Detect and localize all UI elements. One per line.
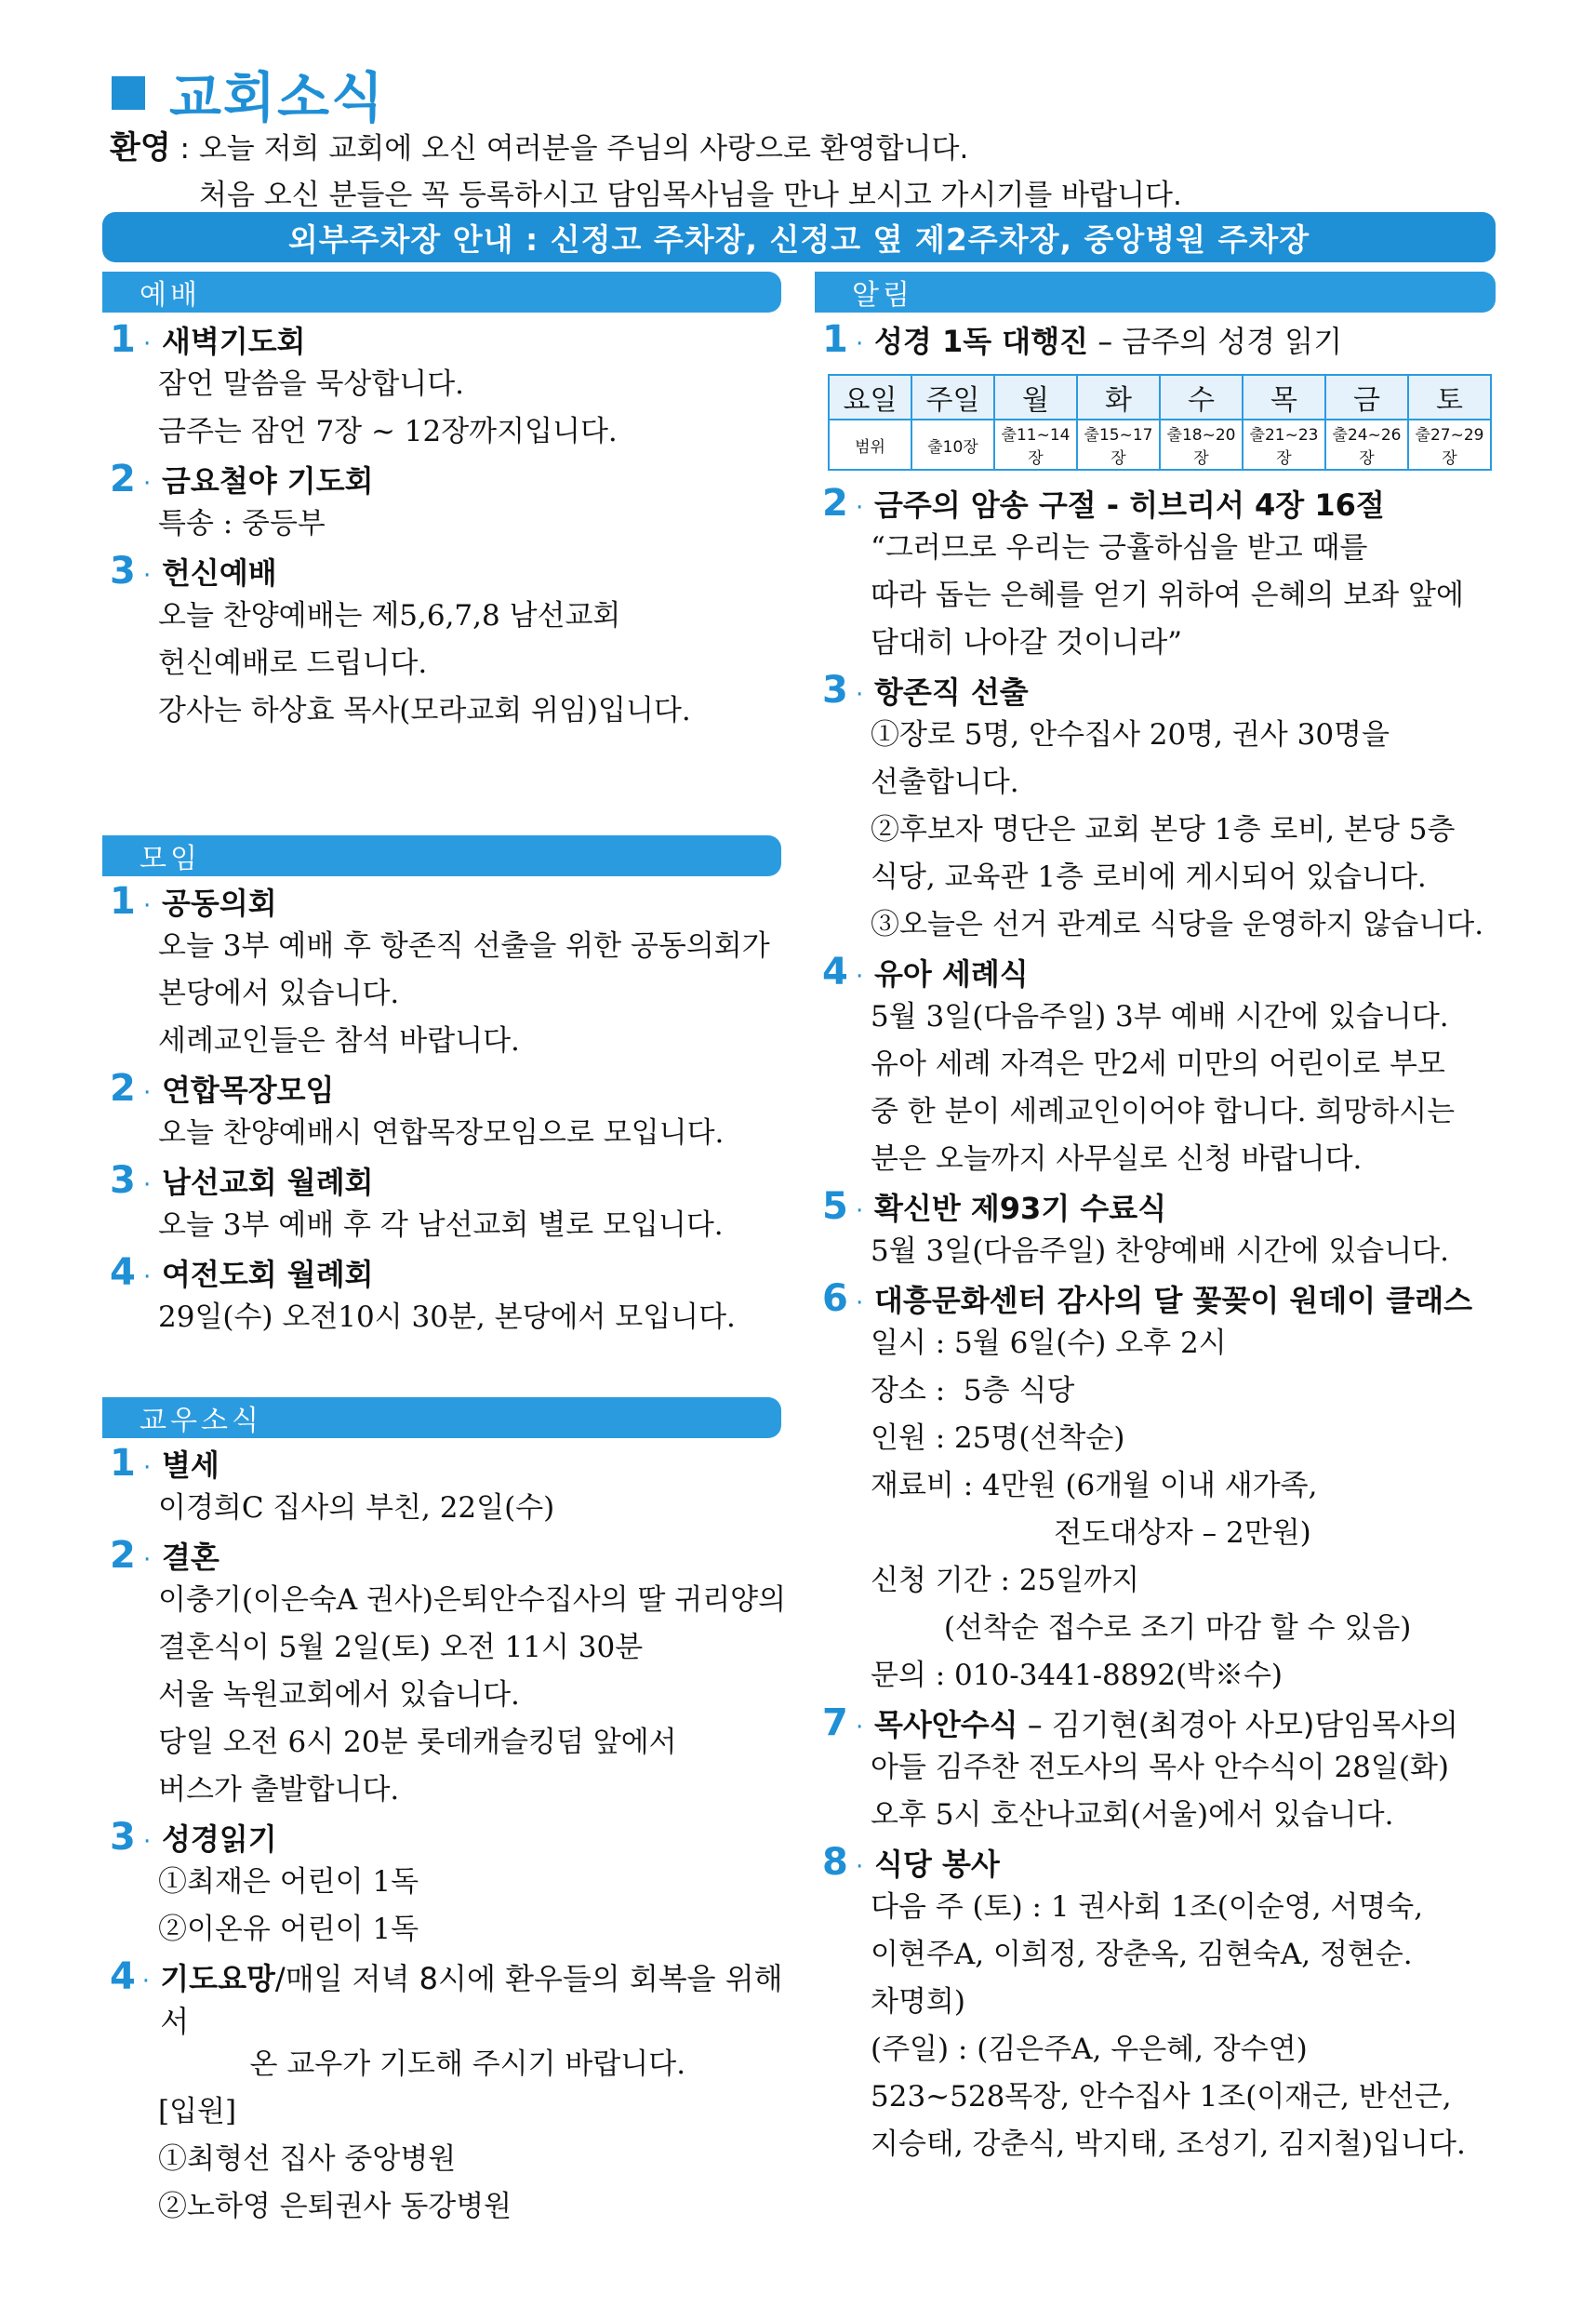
item-dot: · <box>143 470 152 498</box>
reading-day-cell: 화 <box>1077 375 1160 420</box>
item-number: 5 <box>822 1185 848 1228</box>
item-dot: · <box>856 963 864 991</box>
list-item <box>110 1159 789 1249</box>
list-item <box>822 1841 1501 2168</box>
list-item <box>110 318 789 456</box>
item-number: 7 <box>822 1701 848 1744</box>
item-heading: 별세 <box>162 1447 219 1483</box>
worship-list <box>110 316 789 735</box>
item-heading: 남선교회 월례회 <box>162 1165 374 1200</box>
item-text-line: 재료비 : 4만원 (6개월 이내 새가족, <box>871 1469 1318 1502</box>
item-text-line: ②후보자 명단은 교회 본당 1층 로비, 본당 5층 <box>871 813 1456 847</box>
reading-day-cell: 목 <box>1243 375 1325 420</box>
item-text-line: 본당에서 있습니다. <box>158 977 400 1010</box>
item-heading: 새벽기도회 <box>162 324 306 359</box>
item-heading: 성경읽기 <box>162 1821 277 1857</box>
reading-day-cell: 주일 <box>911 375 994 420</box>
item-number: 1 <box>110 318 136 361</box>
item-text-line: (선착순 접수로 조기 마감 할 수 있음) <box>871 1611 1412 1645</box>
item-text-line: 특송 : 중등부 <box>158 507 326 540</box>
item-text-line: 세례교인들은 참석 바랍니다. <box>158 1024 520 1058</box>
reading-range-cell: 출24~26장 <box>1325 420 1408 470</box>
item-text-line: 이현주A, 이희정, 장춘옥, 김현숙A, 정현순. <box>871 1938 1413 1971</box>
item-number: 2 <box>110 458 136 500</box>
item-dot: · <box>856 330 864 358</box>
notice-list <box>822 480 1501 2168</box>
item-text-line: (주일) : (김은주A, 우은혜, 장수연) <box>871 2033 1308 2066</box>
item-number: 4 <box>822 951 848 993</box>
welcome-line-1: : 오늘 저희 교회에 오신 여러분을 주님의 사랑으로 환영합니다. <box>170 132 969 166</box>
reading-day-cell: 수 <box>1160 375 1243 420</box>
item-number: 1 <box>110 880 136 923</box>
item-heading: 유아 세례식 <box>874 956 1029 992</box>
list-item <box>822 1701 1501 1839</box>
item-number: 2 <box>822 482 848 525</box>
list-item <box>110 550 789 735</box>
list-item <box>110 1067 789 1157</box>
item-text-line: ②노하영 은퇴권사 동강병원 <box>158 2190 512 2223</box>
item-text-line: 오늘 3부 예배 후 항존직 선출을 위한 공동의회가 <box>158 929 770 963</box>
item-text-line: 오늘 찬양예배는 제5,6,7,8 남선교회 <box>158 599 621 633</box>
item-text-line: 식당, 교육관 1층 로비에 게시되어 있습니다. <box>871 860 1427 894</box>
reading-table-header-row <box>829 375 1491 420</box>
item-text-line: 지승태, 강춘식, 박지태, 조성기, 김지철)입니다. <box>871 2127 1466 2161</box>
item-text-line: 잠언 말씀을 묵상합니다. <box>158 367 465 401</box>
item-text-line: 인원 : 25명(선착순) <box>871 1421 1125 1455</box>
item-text-line: 오후 5시 호산나교회(서울)에서 있습니다. <box>871 1798 1394 1832</box>
item-dot: · <box>856 1197 864 1225</box>
item-number: 1 <box>110 1442 136 1485</box>
item-dot: · <box>143 1079 152 1107</box>
item-dot: · <box>143 1454 152 1482</box>
item-dot: · <box>143 562 152 590</box>
item-number: 2 <box>110 1534 136 1577</box>
meeting-list <box>110 878 789 1341</box>
item-text-line: 오늘 찬양예배시 연합목장모임으로 모입니다. <box>158 1116 725 1150</box>
list-item <box>822 669 1501 949</box>
item-heading: 금요철야 기도회 <box>162 463 374 499</box>
item-text-line: 당일 오전 6시 20분 롯데캐슬킹덤 앞에서 <box>158 1726 677 1759</box>
square-bullet-icon <box>112 76 145 110</box>
item-heading: 항존직 선출 <box>874 674 1029 710</box>
list-item <box>822 951 1501 1183</box>
item-dot: · <box>856 1289 864 1317</box>
reading-day-cell: 월 <box>994 375 1077 420</box>
item-heading: 공동의회 <box>162 886 277 921</box>
welcome-label: 환영 <box>110 129 171 167</box>
reading-table-range-row <box>829 420 1491 470</box>
reading-day-cell: 토 <box>1408 375 1491 420</box>
item-heading: 대흥문화센터 감사의 달 꽃꽂이 원데이 클래스 <box>874 1283 1473 1318</box>
item-text-line: [입원] <box>158 2095 237 2128</box>
item-dot: · <box>856 1853 864 1881</box>
item-dot: · <box>856 681 864 709</box>
item-dot: · <box>143 1171 152 1199</box>
item-heading: 헌신예배 <box>162 555 277 591</box>
item-number: 3 <box>110 1816 136 1859</box>
item-text-line: 아들 김주찬 전도사의 목사 안수식이 28일(화) <box>871 1751 1449 1784</box>
item-text-line: 5월 3일(다음주일) 3부 예배 시간에 있습니다. <box>871 1000 1449 1033</box>
bible-reading-table <box>828 374 1492 471</box>
section-notice: 알림 <box>815 272 1496 313</box>
item-text-line: 선출합니다. <box>871 766 1019 799</box>
item-text-line: 이충기(이은숙A 권사)은퇴안수집사의 딸 귀리양의 <box>158 1583 787 1617</box>
item-number: 2 <box>110 1067 136 1110</box>
item-number: 8 <box>822 1841 848 1884</box>
item-text-line: 전도대상자 – 2만원) <box>871 1516 1311 1550</box>
list-item <box>822 1277 1501 1700</box>
item-text-line: 따라 돕는 은혜를 얻기 위하여 은혜의 보좌 앞에 <box>871 579 1464 612</box>
item-text-line: 이경희C 집사의 부친, 22일(수) <box>158 1491 555 1525</box>
reading-range-cell: 출11~14장 <box>994 420 1077 470</box>
parking-banner: 외부주차장 안내 : 신정고 주차장, 신정고 옆 제2주차장, 중앙병원 주차장 <box>102 212 1496 262</box>
item-dot: · <box>143 1828 152 1856</box>
item-text-line: 결혼식이 5월 2일(토) 오전 11시 30분 <box>158 1631 644 1664</box>
item-dot: · <box>143 1546 152 1574</box>
welcome-message <box>110 125 1182 219</box>
item-text-line: ③오늘은 선거 관계로 식당을 운영하지 않습니다. <box>871 908 1484 941</box>
item-heading: 확신반 제93기 수료식 <box>874 1191 1167 1226</box>
list-item <box>110 1816 789 1954</box>
item-dot: · <box>143 892 152 920</box>
item-heading: 여전도회 월례회 <box>162 1257 374 1292</box>
page-title <box>112 54 385 132</box>
item-text-line: 서울 녹원교회에서 있습니다. <box>158 1678 520 1712</box>
item-text-line: 헌신예배로 드립니다. <box>158 647 428 680</box>
item-dot: · <box>856 1714 864 1741</box>
item-text-line: 버스가 출발합니다. <box>158 1773 400 1807</box>
reading-range-cell: 출18~20장 <box>1160 420 1243 470</box>
reading-day-cell: 금 <box>1325 375 1408 420</box>
item-heading: 금주의 암송 구절 - 히브리서 4장 16절 <box>874 487 1385 523</box>
item-text-line: 장소 : 5층 식당 <box>871 1374 1075 1407</box>
item-dot: · <box>856 494 864 522</box>
list-item <box>110 880 789 1065</box>
item-heading: 식당 봉사 <box>874 1847 1000 1882</box>
list-item <box>110 1442 789 1532</box>
item-text-line: 담대히 나아갈 것이니라” <box>871 626 1183 660</box>
item-text-line: 오늘 3부 예배 후 각 남선교회 별로 모입니다. <box>158 1208 724 1242</box>
item-text-line: 5월 3일(다음주일) 찬양예배 시간에 있습니다. <box>871 1234 1449 1268</box>
item-heading: 성경 1독 대행진 – 금주의 성경 읽기 <box>874 324 1343 359</box>
item-text-line: 29일(수) 오전10시 30분, 본당에서 모입니다. <box>158 1300 736 1334</box>
item-text-line: 온 교우가 기도해 주시기 바랍니다. <box>158 2047 686 2081</box>
page-title-text: 교회소식 <box>169 66 386 129</box>
item-number: 3 <box>110 550 136 593</box>
item-number: 6 <box>822 1277 848 1320</box>
item-dot: · <box>141 1967 150 1995</box>
item-text-line: ①최형선 집사 중앙병원 <box>158 2142 457 2176</box>
list-item <box>110 1534 789 1814</box>
item-text-line: “그러므로 우리는 긍휼하심을 받고 때를 <box>871 531 1368 565</box>
item-text-line: 금주는 잠언 7장 ~ 12장까지입니다. <box>158 415 618 448</box>
reading-range-cell: 출27~29장 <box>1408 420 1491 470</box>
item-text-line: 유아 세례 자격은 만2세 미만의 어린이로 부모 <box>871 1047 1445 1081</box>
reading-range-cell: 출15~17장 <box>1077 420 1160 470</box>
list-item <box>110 1251 789 1341</box>
list-item <box>822 1185 1501 1275</box>
item-dot: · <box>143 330 152 358</box>
item-text-line: 523~528목장, 안수집사 1조(이재근, 반선근, <box>871 2080 1452 2114</box>
list-item <box>110 1955 789 2231</box>
section-meeting: 모임 <box>102 835 781 876</box>
reading-range-cell: 범위 <box>829 420 911 470</box>
section-members: 교우소식 <box>102 1397 781 1438</box>
item-dot: · <box>143 1263 152 1291</box>
item-text-line: ①최재은 어린이 1독 <box>158 1865 419 1899</box>
item-number: 4 <box>110 1955 136 1998</box>
item-number: 1 <box>822 318 848 361</box>
item-number: 3 <box>110 1159 136 1202</box>
notice-item <box>822 316 1496 361</box>
reading-range-cell: 출21~23장 <box>1243 420 1325 470</box>
item-heading: 목사안수식 – 김기현(최경아 사모)담임목사의 <box>874 1707 1458 1742</box>
item-text-line: 중 한 분이 세례교인이어야 합니다. 희망하시는 <box>871 1095 1456 1128</box>
welcome-line-2: 처음 오신 분들은 꼭 등록하시고 담임목사님을 만나 보시고 가시기를 바랍니다. <box>199 179 1182 212</box>
item-text-line: 문의 : 010-3441-8892(박※수) <box>871 1659 1283 1692</box>
item-text-line: 일시 : 5월 6일(수) 오후 2시 <box>871 1327 1227 1360</box>
item-text-line: 분은 오늘까지 사무실로 신청 바랍니다. <box>871 1142 1363 1176</box>
item-heading: 연합목장모임 <box>162 1073 335 1108</box>
item-text-line: 신청 기간 : 25일까지 <box>871 1564 1140 1597</box>
list-item <box>110 458 789 548</box>
item-text-line: ①장로 5명, 안수집사 20명, 권사 30명을 <box>871 718 1390 752</box>
item-number: 4 <box>110 1251 136 1294</box>
item-text-line: 강사는 하상효 목사(모라교회 위임)입니다. <box>158 694 691 727</box>
item-heading: 결혼 <box>162 1540 219 1575</box>
item-heading: 기도요망/매일 저녁 8시에 환우들의 회복을 위해서 <box>160 1961 783 2039</box>
reading-day-cell: 요일 <box>829 375 911 420</box>
item-text-line: 다음 주 (토) : 1 권사회 1조(이순영, 서명숙, <box>871 1890 1424 1924</box>
members-list <box>110 1440 789 2231</box>
item-number: 3 <box>822 669 848 712</box>
list-item <box>822 482 1501 667</box>
reading-range-cell: 출10장 <box>911 420 994 470</box>
item-text-line: 차명희) <box>871 1985 965 2019</box>
section-worship: 예배 <box>102 272 781 313</box>
item-text-line: ②이온유 어린이 1독 <box>158 1913 419 1946</box>
